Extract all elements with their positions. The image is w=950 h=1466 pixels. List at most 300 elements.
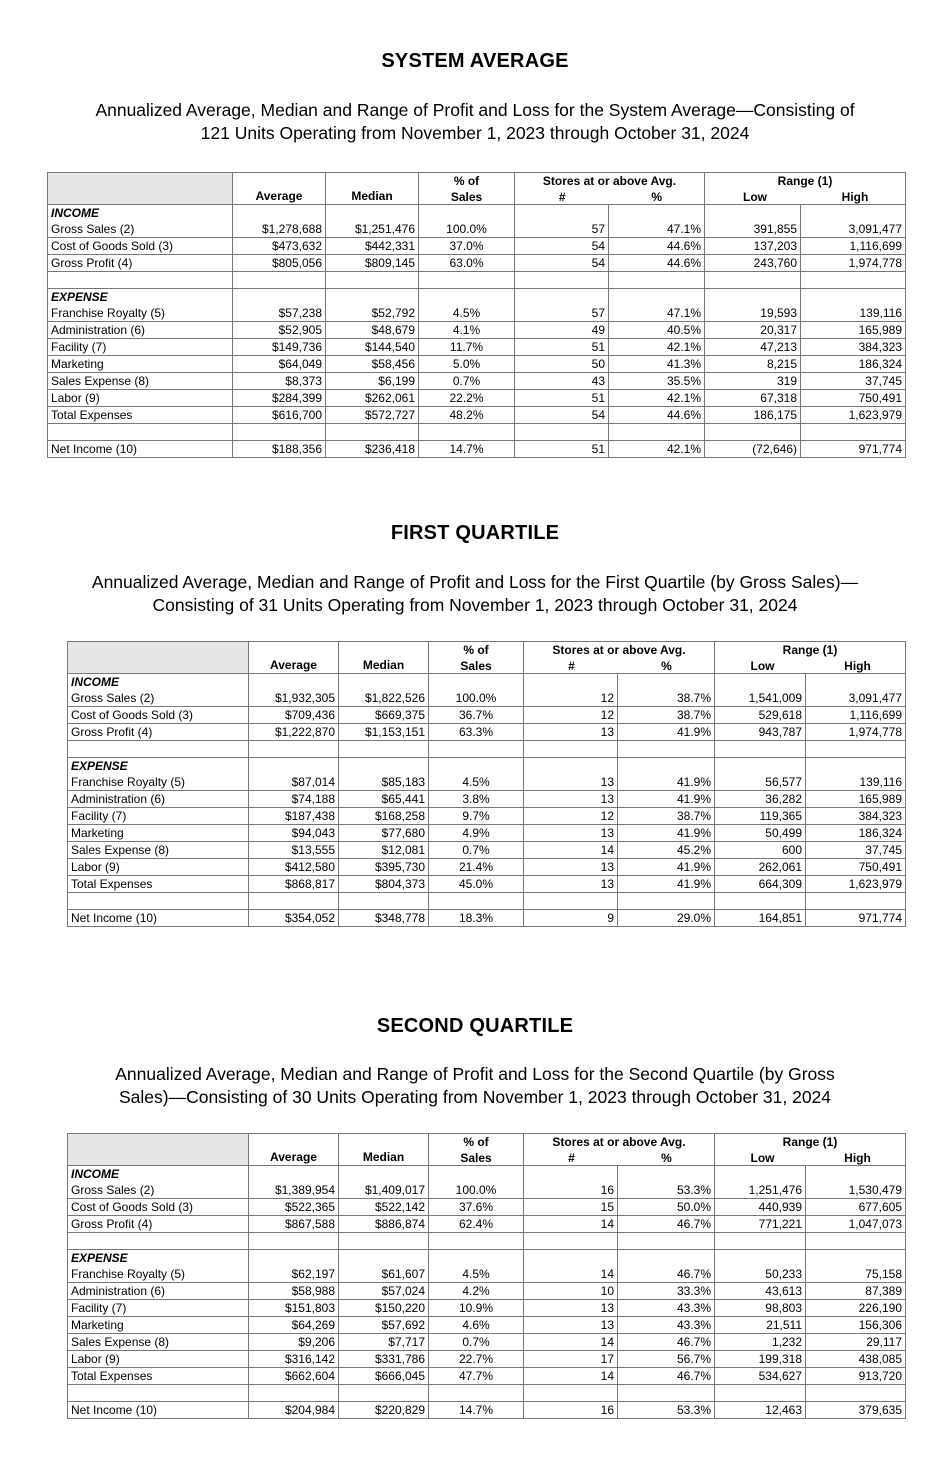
range-high-cell: 3,091,477	[801, 221, 906, 238]
median-cell: $12,081	[339, 842, 429, 859]
range-low-cell: 534,627	[715, 1368, 806, 1385]
average-cell: $188,356	[233, 441, 326, 458]
expense-row	[68, 825, 906, 842]
subtitle-line-1: Annualized Average, Median and Range of Profit and Loss for the System Average—Consisting of	[95, 100, 855, 120]
range-high-cell: 165,989	[806, 791, 906, 808]
expense-row	[68, 1266, 906, 1283]
pct-sales-cell: 4.5%	[429, 1266, 524, 1283]
header-row-1	[48, 173, 906, 190]
empty-cell	[326, 289, 419, 306]
pct-sales-cell: 14.7%	[419, 441, 515, 458]
stores-count-cell: 43	[515, 373, 609, 390]
income-row	[68, 1216, 906, 1233]
net-income-row	[48, 441, 906, 458]
stores-pct-cell: 44.6%	[609, 238, 705, 255]
empty-cell	[524, 758, 618, 775]
median-cell: $886,874	[339, 1216, 429, 1233]
median-cell: $144,540	[326, 339, 419, 356]
empty-cell	[249, 893, 339, 910]
header-stores-group: Stores at or above Avg.	[524, 1134, 715, 1151]
spacer-row	[48, 424, 906, 441]
expense-category-row	[68, 758, 906, 775]
expense-category-row	[48, 289, 906, 306]
range-high-cell: 186,324	[806, 825, 906, 842]
range-high-cell: 750,491	[806, 859, 906, 876]
header-range-sub	[715, 658, 906, 674]
empty-cell	[249, 1166, 339, 1183]
range-low-cell: 199,318	[715, 1351, 806, 1368]
header-blank-cell	[68, 1134, 249, 1166]
line-label: Labor (9)	[68, 859, 249, 876]
empty-cell	[806, 1166, 906, 1183]
range-low-cell: 67,318	[705, 390, 801, 407]
header-pct-sales-line1: % of	[419, 173, 515, 190]
header-range-group: Range (1)	[715, 1134, 906, 1151]
range-high-cell: 677,605	[806, 1199, 906, 1216]
average-cell: $74,188	[249, 791, 339, 808]
spacer-row	[48, 272, 906, 289]
header-median: Median	[326, 173, 419, 205]
net-income-row	[68, 1402, 906, 1419]
header-blank-cell	[68, 642, 249, 674]
empty-cell	[806, 1250, 906, 1267]
empty-cell	[326, 205, 419, 222]
line-label: Marketing	[68, 1317, 249, 1334]
line-label: Marketing	[68, 825, 249, 842]
header-range-high: High	[841, 189, 869, 204]
category-label: EXPENSE	[48, 289, 233, 306]
stores-pct-cell: 41.9%	[618, 724, 715, 741]
empty-cell	[715, 1385, 806, 1402]
stores-count-cell: 16	[524, 1402, 618, 1419]
section-heading: SYSTEM AVERAGE	[381, 50, 569, 72]
header-median: Median	[339, 642, 429, 674]
line-label: Facility (7)	[68, 808, 249, 825]
stores-count-cell: 16	[524, 1182, 618, 1199]
median-cell: $236,418	[326, 441, 419, 458]
median-cell: $809,145	[326, 255, 419, 272]
category-label: EXPENSE	[68, 1250, 249, 1267]
expense-row	[48, 373, 906, 390]
income-category-row	[68, 674, 906, 691]
income-row	[68, 707, 906, 724]
empty-cell	[715, 1250, 806, 1267]
stores-pct-cell: 46.7%	[618, 1216, 715, 1233]
average-cell: $1,389,954	[249, 1182, 339, 1199]
stores-count-cell: 13	[524, 859, 618, 876]
pct-sales-cell: 63.0%	[419, 255, 515, 272]
income-row	[68, 1199, 906, 1216]
header-stores-sub	[524, 658, 715, 674]
range-low-cell: 98,803	[715, 1300, 806, 1317]
median-cell: $442,331	[326, 238, 419, 255]
empty-cell	[609, 289, 705, 306]
stores-pct-cell: 50.0%	[618, 1199, 715, 1216]
average-cell: $58,988	[249, 1283, 339, 1300]
stores-count-cell: 17	[524, 1351, 618, 1368]
stores-pct-cell: 46.7%	[618, 1266, 715, 1283]
pct-sales-cell: 21.4%	[429, 859, 524, 876]
empty-cell	[515, 289, 609, 306]
section-heading: FIRST QUARTILE	[390, 522, 560, 544]
stores-pct-cell: 46.7%	[618, 1334, 715, 1351]
line-label: Labor (9)	[48, 390, 233, 407]
empty-cell	[233, 424, 326, 441]
empty-cell	[618, 1385, 715, 1402]
range-high-cell: 186,324	[801, 356, 906, 373]
average-cell: $1,278,688	[233, 221, 326, 238]
stores-count-cell: 54	[515, 255, 609, 272]
range-low-cell: 319	[705, 373, 801, 390]
average-cell: $522,365	[249, 1199, 339, 1216]
category-label: EXPENSE	[68, 758, 249, 775]
range-high-cell: 438,085	[806, 1351, 906, 1368]
average-cell: $8,373	[233, 373, 326, 390]
average-cell: $616,700	[233, 407, 326, 424]
line-label: Administration (6)	[68, 1283, 249, 1300]
expense-row	[68, 1283, 906, 1300]
stores-pct-cell: 29.0%	[618, 910, 715, 927]
range-low-cell: 56,577	[715, 774, 806, 791]
range-high-cell: 165,989	[801, 322, 906, 339]
average-cell: $57,238	[233, 305, 326, 322]
average-cell: $151,803	[249, 1300, 339, 1317]
stores-count-cell: 12	[524, 690, 618, 707]
range-high-cell: 750,491	[801, 390, 906, 407]
header-row-1	[68, 642, 906, 659]
median-cell: $1,409,017	[339, 1182, 429, 1199]
range-low-cell: 771,221	[715, 1216, 806, 1233]
expense-row	[68, 842, 906, 859]
range-low-cell: 440,939	[715, 1199, 806, 1216]
stores-count-cell: 49	[515, 322, 609, 339]
line-label: Gross Profit (4)	[48, 255, 233, 272]
stores-count-cell: 13	[524, 825, 618, 842]
income-category-row	[68, 1166, 906, 1183]
empty-cell	[806, 1233, 906, 1250]
stores-pct-cell: 33.3%	[618, 1283, 715, 1300]
range-low-cell: 391,855	[705, 221, 801, 238]
stores-pct-cell: 41.9%	[618, 876, 715, 893]
expense-row	[68, 808, 906, 825]
empty-cell	[705, 272, 801, 289]
median-cell: $61,607	[339, 1266, 429, 1283]
pct-sales-cell: 48.2%	[419, 407, 515, 424]
average-cell: $62,197	[249, 1266, 339, 1283]
range-high-cell: 37,745	[801, 373, 906, 390]
pct-sales-cell: 11.7%	[419, 339, 515, 356]
stores-count-cell: 14	[524, 1266, 618, 1283]
stores-pct-cell: 40.5%	[609, 322, 705, 339]
pct-sales-cell: 4.5%	[419, 305, 515, 322]
line-label: Total Expenses	[68, 876, 249, 893]
empty-cell	[618, 758, 715, 775]
pct-sales-cell: 22.7%	[429, 1351, 524, 1368]
stores-pct-cell: 41.9%	[618, 859, 715, 876]
empty-cell	[339, 893, 429, 910]
average-cell: $204,984	[249, 1402, 339, 1419]
stores-pct-cell: 38.7%	[618, 808, 715, 825]
expense-row	[48, 322, 906, 339]
median-cell: $262,061	[326, 390, 419, 407]
empty-cell	[515, 272, 609, 289]
range-high-cell: 139,116	[801, 305, 906, 322]
income-category-row	[48, 205, 906, 222]
stores-pct-cell: 35.5%	[609, 373, 705, 390]
median-cell: $666,045	[339, 1368, 429, 1385]
range-high-cell: 1,530,479	[806, 1182, 906, 1199]
subtitle-line-2: 121 Units Operating from November 1, 2023 through October 31, 2024	[200, 123, 750, 143]
pct-sales-cell: 18.3%	[429, 910, 524, 927]
median-cell: $395,730	[339, 859, 429, 876]
section-subtitle	[0, 571, 950, 617]
section-subtitle	[0, 1063, 950, 1109]
empty-cell	[339, 758, 429, 775]
empty-cell	[618, 674, 715, 691]
range-low-cell: 1,251,476	[715, 1182, 806, 1199]
line-label: Gross Sales (2)	[68, 690, 249, 707]
stores-count-cell: 9	[524, 910, 618, 927]
pct-sales-cell: 4.5%	[429, 774, 524, 791]
line-label: Gross Sales (2)	[68, 1182, 249, 1199]
header-range-sub	[715, 1150, 906, 1166]
expense-row	[68, 859, 906, 876]
empty-cell	[801, 272, 906, 289]
pct-sales-cell: 3.8%	[429, 791, 524, 808]
stores-pct-cell: 43.3%	[618, 1317, 715, 1334]
range-low-cell: 1,232	[715, 1334, 806, 1351]
stores-count-cell: 13	[524, 1300, 618, 1317]
range-high-cell: 1,623,979	[801, 407, 906, 424]
range-high-cell: 971,774	[806, 910, 906, 927]
empty-cell	[48, 424, 233, 441]
empty-cell	[705, 424, 801, 441]
category-label: INCOME	[68, 674, 249, 691]
stores-count-cell: 10	[524, 1283, 618, 1300]
empty-cell	[339, 1166, 429, 1183]
range-low-cell: 137,203	[705, 238, 801, 255]
line-label: Cost of Goods Sold (3)	[68, 1199, 249, 1216]
range-low-cell: 8,215	[705, 356, 801, 373]
average-cell: $354,052	[249, 910, 339, 927]
empty-cell	[326, 424, 419, 441]
empty-cell	[68, 741, 249, 758]
empty-cell	[429, 1233, 524, 1250]
pct-sales-cell: 100.0%	[429, 1182, 524, 1199]
income-row	[68, 724, 906, 741]
stores-pct-cell: 44.6%	[609, 255, 705, 272]
stores-pct-cell: 41.9%	[618, 774, 715, 791]
range-high-cell: 913,720	[806, 1368, 906, 1385]
median-cell: $57,024	[339, 1283, 429, 1300]
range-low-cell: 119,365	[715, 808, 806, 825]
header-stores-group: Stores at or above Avg.	[515, 173, 705, 190]
header-range-low: Low	[743, 189, 767, 204]
pct-sales-cell: 14.7%	[429, 1402, 524, 1419]
empty-cell	[429, 674, 524, 691]
average-cell: $52,905	[233, 322, 326, 339]
stores-pct-cell: 41.9%	[618, 791, 715, 808]
empty-cell	[429, 1385, 524, 1402]
spacer-row	[68, 893, 906, 910]
range-low-cell: 529,618	[715, 707, 806, 724]
empty-cell	[806, 741, 906, 758]
empty-cell	[233, 289, 326, 306]
pl-table	[67, 1133, 906, 1419]
expense-row	[68, 1351, 906, 1368]
pl-table	[67, 641, 906, 927]
stores-count-cell: 13	[524, 774, 618, 791]
median-cell: $1,251,476	[326, 221, 419, 238]
range-low-cell: 943,787	[715, 724, 806, 741]
header-stores-sub	[515, 189, 705, 205]
empty-cell	[618, 1233, 715, 1250]
range-low-cell: 50,499	[715, 825, 806, 842]
empty-cell	[524, 1233, 618, 1250]
range-high-cell: 3,091,477	[806, 690, 906, 707]
pct-sales-cell: 4.9%	[429, 825, 524, 842]
line-label: Labor (9)	[68, 1351, 249, 1368]
empty-cell	[524, 1250, 618, 1267]
empty-cell	[249, 741, 339, 758]
range-low-cell: 20,317	[705, 322, 801, 339]
header-range-group: Range (1)	[715, 642, 906, 659]
empty-cell	[339, 1385, 429, 1402]
pct-sales-cell: 4.1%	[419, 322, 515, 339]
empty-cell	[249, 758, 339, 775]
income-row	[48, 221, 906, 238]
stores-count-cell: 13	[524, 876, 618, 893]
empty-cell	[429, 893, 524, 910]
header-average: Average	[249, 642, 339, 674]
pct-sales-cell: 45.0%	[429, 876, 524, 893]
spacer-row	[68, 741, 906, 758]
average-cell: $64,049	[233, 356, 326, 373]
pct-sales-cell: 0.7%	[419, 373, 515, 390]
pct-sales-cell: 0.7%	[429, 842, 524, 859]
empty-cell	[801, 289, 906, 306]
line-label: Gross Sales (2)	[48, 221, 233, 238]
empty-cell	[609, 272, 705, 289]
line-label: Franchise Royalty (5)	[68, 774, 249, 791]
line-label: Cost of Goods Sold (3)	[68, 707, 249, 724]
stores-pct-cell: 44.6%	[609, 407, 705, 424]
median-cell: $48,679	[326, 322, 419, 339]
average-cell: $87,014	[249, 774, 339, 791]
header-pct-sales-line1: % of	[429, 1134, 524, 1151]
range-high-cell: 1,974,778	[801, 255, 906, 272]
stores-pct-cell: 46.7%	[618, 1368, 715, 1385]
line-label: Sales Expense (8)	[68, 1334, 249, 1351]
median-cell: $65,441	[339, 791, 429, 808]
line-label: Marketing	[48, 356, 233, 373]
header-range-high: High	[844, 1150, 871, 1165]
stores-count-cell: 50	[515, 356, 609, 373]
empty-cell	[339, 674, 429, 691]
empty-cell	[249, 1385, 339, 1402]
median-cell: $150,220	[339, 1300, 429, 1317]
net-income-row	[68, 910, 906, 927]
header-pct-sales-line1: % of	[429, 642, 524, 659]
range-high-cell: 37,745	[806, 842, 906, 859]
expense-category-row	[68, 1250, 906, 1267]
empty-cell	[618, 1166, 715, 1183]
subtitle-line-1: Annualized Average, Median and Range of Profit and Loss for the Second Quartile (by Gross	[115, 1064, 835, 1084]
stores-pct-cell: 42.1%	[609, 441, 705, 458]
stores-pct-cell: 38.7%	[618, 690, 715, 707]
median-cell: $7,717	[339, 1334, 429, 1351]
range-high-cell: 75,158	[806, 1266, 906, 1283]
range-low-cell: 243,760	[705, 255, 801, 272]
pct-sales-cell: 9.7%	[429, 808, 524, 825]
range-low-cell: 1,541,009	[715, 690, 806, 707]
median-cell: $804,373	[339, 876, 429, 893]
average-cell: $9,206	[249, 1334, 339, 1351]
average-cell: $473,632	[233, 238, 326, 255]
section-heading: SECOND QUARTILE	[376, 1015, 574, 1037]
average-cell: $187,438	[249, 808, 339, 825]
average-cell: $1,222,870	[249, 724, 339, 741]
stores-pct-cell: 42.1%	[609, 339, 705, 356]
median-cell: $6,199	[326, 373, 419, 390]
range-high-cell: 384,323	[806, 808, 906, 825]
range-high-cell: 1,047,073	[806, 1216, 906, 1233]
header-stores-pct: %	[661, 1150, 672, 1165]
line-label: Facility (7)	[68, 1300, 249, 1317]
stores-count-cell: 14	[524, 842, 618, 859]
pct-sales-cell: 4.2%	[429, 1283, 524, 1300]
header-range-sub	[705, 189, 906, 205]
header-row-1	[68, 1134, 906, 1151]
range-high-cell: 379,635	[806, 1402, 906, 1419]
range-high-cell: 156,306	[806, 1317, 906, 1334]
average-cell: $662,604	[249, 1368, 339, 1385]
range-low-cell: 600	[715, 842, 806, 859]
range-high-cell: 384,323	[801, 339, 906, 356]
stores-count-cell: 13	[524, 1317, 618, 1334]
empty-cell	[524, 674, 618, 691]
line-label: Administration (6)	[48, 322, 233, 339]
subtitle-line-1: Annualized Average, Median and Range of Profit and Loss for the First Quartile (by Gross Sales)—	[91, 572, 859, 592]
average-cell: $149,736	[233, 339, 326, 356]
expense-row	[68, 1300, 906, 1317]
expense-row	[48, 390, 906, 407]
median-cell: $77,680	[339, 825, 429, 842]
pct-sales-cell: 47.7%	[429, 1368, 524, 1385]
header-stores-pct: %	[661, 658, 672, 673]
header-average: Average	[233, 173, 326, 205]
range-low-cell: 12,463	[715, 1402, 806, 1419]
empty-cell	[609, 424, 705, 441]
stores-count-cell: 54	[515, 407, 609, 424]
header-range-low: Low	[750, 1150, 775, 1165]
empty-cell	[806, 674, 906, 691]
expense-row	[48, 305, 906, 322]
empty-cell	[249, 1250, 339, 1267]
line-label: Franchise Royalty (5)	[48, 305, 233, 322]
empty-cell	[339, 1233, 429, 1250]
stores-count-cell: 14	[524, 1334, 618, 1351]
stores-pct-cell: 41.3%	[609, 356, 705, 373]
pct-sales-cell: 62.4%	[429, 1216, 524, 1233]
range-high-cell: 1,974,778	[806, 724, 906, 741]
empty-cell	[429, 1166, 524, 1183]
spacer-row	[68, 1385, 906, 1402]
header-range-group: Range (1)	[705, 173, 906, 190]
stores-pct-cell: 47.1%	[609, 305, 705, 322]
empty-cell	[806, 758, 906, 775]
header-stores-count: #	[568, 1150, 575, 1165]
